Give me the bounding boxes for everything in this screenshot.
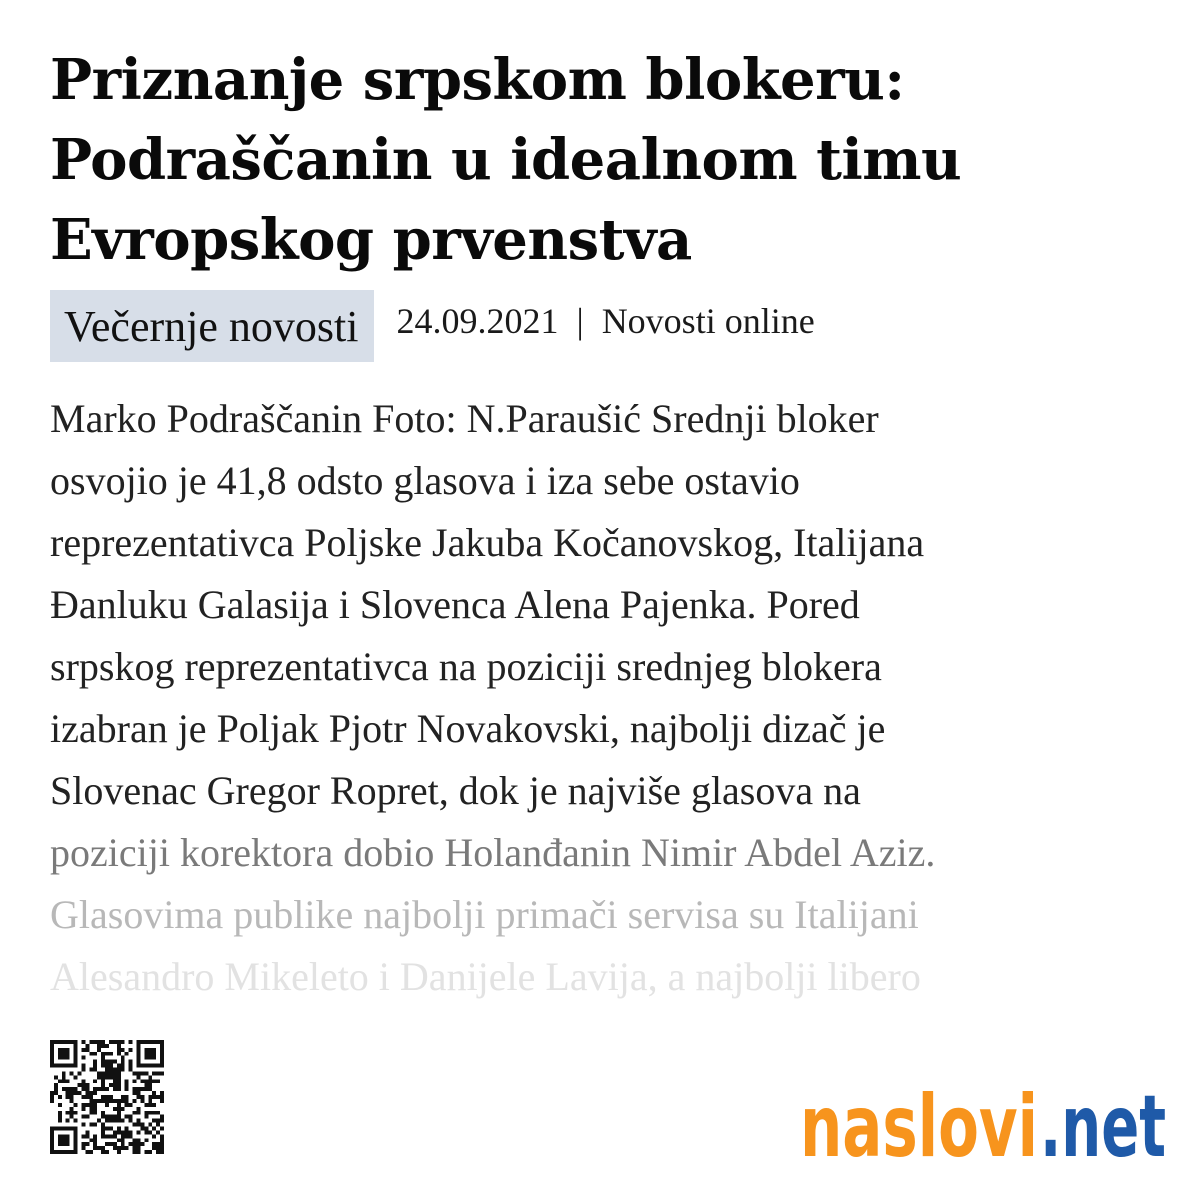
meta-separator: | [576,301,584,341]
naslovi-net-logo[interactable] [800,1060,1172,1170]
headline-line: Evropskog prvenstva [50,207,692,273]
article-line: poziciji korektora dobio Holanđanin Nimir Abdel Aziz. [50,830,936,875]
article-line: Glasovima publike najbolji primači servisa su Italijani [50,892,919,937]
logo-net: .net [1040,1077,1166,1170]
meta-details [396,300,814,342]
source-badge[interactable]: Večernje novosti [50,290,374,362]
article-meta [50,290,815,362]
article-line: izabran je Poljak Pjotr Novakovski, najbolji dizač je [50,706,886,751]
article-line: Đanluku Galasija i Slovenca Alena Pajenka. Pored [50,582,860,627]
article-line: Slovenac Gregor Ropret, dok je najviše glasova na [50,768,861,813]
article-line: Marko Podraščanin Foto: N.Paraušić Srednji bloker [50,396,879,441]
headline [50,40,1160,280]
article-line: reprezentativca Poljske Jakuba Kočanovskog, Italijana [50,520,925,565]
article-line: srpskog reprezentativca na poziciji srednjeg blokera [50,644,882,689]
headline-line: Priznanje srpskom blokeru: [50,47,905,113]
article-line: osvojio je 41,8 odsto glasova i iza sebe ostavio [50,458,800,503]
logo-naslovi: naslovi [800,1077,1038,1170]
article-line: Alesandro Mikeleto i Danijele Lavija, a najbolji libero [50,954,921,999]
qr-code-icon[interactable] [50,1040,164,1154]
section-name: Novosti online [601,301,815,341]
publish-date: 24.09.2021 [396,301,559,341]
article-body [50,388,1160,1008]
headline-line: Podraščanin u idealnom timu [50,127,962,193]
